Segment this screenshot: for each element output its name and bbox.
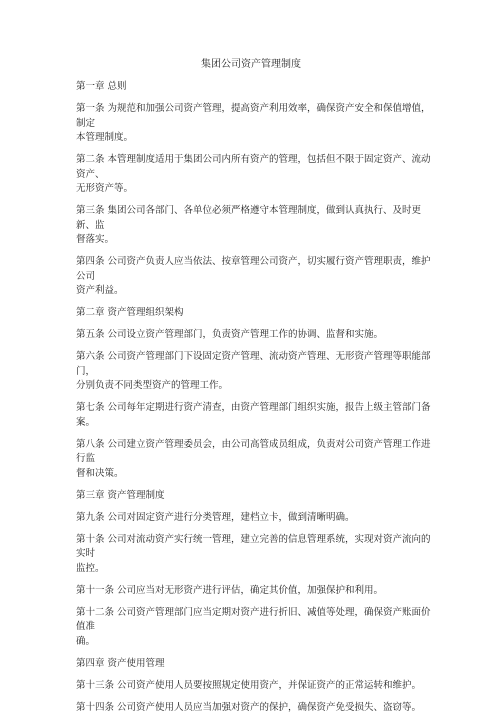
- chapter-heading-3: 第三章 资产管理制度: [76, 489, 165, 501]
- article-13: 第十三条 公司资产使用人员要按照规定使用资产，并保证资产的正常运转和维护。: [76, 679, 422, 691]
- article-9: 第九条 公司对固定资产进行分类管理，建档立卡，做到清晰明确。: [76, 511, 355, 523]
- article-10: 第十条 公司对流动资产实行统一管理，建立完善的信息管理系统，实现对资产流向的实时 监控。: [76, 533, 431, 574]
- document-body: [76, 80, 436, 723]
- article-6: 第六条 公司资产管理部门下设固定资产管理、流动资产管理、无形资产管理等职能部门， 分别负责不同类型资产的管理工作。: [76, 351, 431, 391]
- article-11: 第十一条 公司应当对无形资产进行评估，确定其价值，加强保护和利用。: [76, 584, 384, 596]
- article-7: 第七条 公司每年定期进行资产清查，由资产管理部门组织实施，报告上级主管部门备案。: [76, 402, 431, 428]
- article-8: 第八条 公司建立资产管理委员会，由公司高管成员组成，负责对公司资产管理工作进行监 督和决策。: [76, 438, 431, 479]
- chapter-heading-1: 第一章 总则: [76, 81, 127, 92]
- article-3: 第三条 集团公司各部门、各单位必须严格遵守本管理制度，做到认真执行、及时更新、监 督落实。: [76, 205, 422, 245]
- article-1: 第一条 为规范和加强公司资产管理，提高资产利用效率，确保资产安全和保值增值，制定 本管理制度。: [76, 103, 431, 143]
- article-14: 第十四条 公司资产使用人员应当加强对资产的保护，确保资产免受损失、盗窃等。: [76, 701, 422, 713]
- chapter-heading-2: 第二章 资产管理组织架构: [76, 307, 184, 318]
- article-4: 第四条 公司资产负责人应当依法、按章管理公司资产，切实履行资产管理职责，维护公司 资产利益。: [76, 256, 431, 296]
- chapter-heading-4: 第四章 资产使用管理: [76, 657, 165, 669]
- document-title: 集团公司资产管理制度: [201, 59, 301, 70]
- article-12: 第十二条 公司资产管理部门应当定期对资产进行折旧、减值等处理，确保资产账面价值准 确。: [76, 606, 431, 647]
- article-5: 第五条 公司设立资产管理部门，负责资产管理工作的协调、监督和实施。: [76, 329, 384, 340]
- article-2: 第二条 本管理制度适用于集团公司内所有资产的管理，包括但不限于固定资产、流动资产、 无形资产等。: [76, 154, 431, 194]
